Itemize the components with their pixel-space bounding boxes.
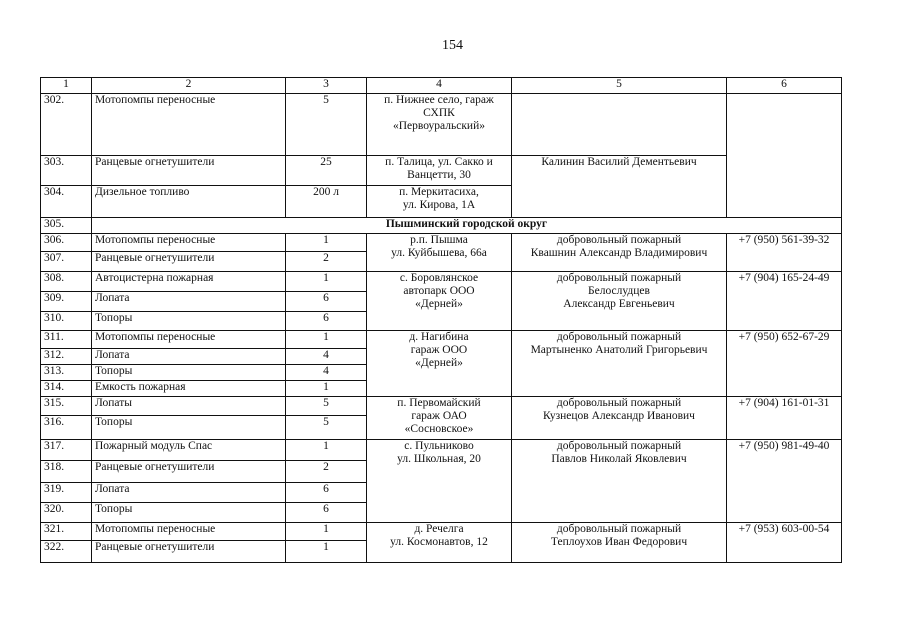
section-row [41,218,842,234]
column-number: 3 [286,78,367,94]
responsible-person: добровольный пожарный Мартыненко Анатолий Григорьевич [512,331,727,397]
item-name: Лопата [92,483,286,503]
row-number: 306. [41,234,92,252]
item-quantity: 1 [286,523,367,541]
item-name: Дизельное топливо [92,186,286,218]
item-quantity: 6 [286,312,367,331]
item-quantity: 1 [286,234,367,252]
row-number: 312. [41,349,92,365]
location-address: р.п. Пышма ул. Куйбышева, 66а [367,234,512,272]
row-number: 308. [41,272,92,292]
item-name: Лопата [92,349,286,365]
item-quantity: 6 [286,503,367,523]
row-number: 302. [41,94,92,156]
item-name: Топоры [92,416,286,440]
row-number: 322. [41,541,92,563]
responsible-person: добровольный пожарный Кузнецов Александр Иванович [512,397,727,440]
column-number: 1 [41,78,92,94]
item-name: Мотопомпы переносные [92,234,286,252]
responsible-person: Калинин Василий Дементьевич [512,156,727,218]
row-number: 310. [41,312,92,331]
item-quantity: 6 [286,483,367,503]
item-name: Ранцевые огнетушители [92,252,286,272]
item-name: Ранцевые огнетушители [92,461,286,483]
column-number: 2 [92,78,286,94]
row-number: 303. [41,156,92,186]
responsible-person: добровольный пожарный Теплоухов Иван Федорович [512,523,727,563]
table-row [41,156,842,186]
contact-phone [727,94,842,218]
location-address: с. Пульниково ул. Школьная, 20 [367,440,512,523]
item-name: Ранцевые огнетушители [92,156,286,186]
row-number: 305. [41,218,92,234]
item-quantity: 200 л [286,186,367,218]
item-name: Лопата [92,292,286,312]
item-quantity: 1 [286,381,367,397]
item-name: Топоры [92,312,286,331]
column-number: 4 [367,78,512,94]
item-name: Ранцевые огнетушители [92,541,286,563]
column-number: 5 [512,78,727,94]
item-quantity: 2 [286,461,367,483]
location-address: п. Талица, ул. Сакко и Ванцетти, 30 [367,156,512,186]
location-address: п. Нижнее село, гараж СХПК «Первоуральский» [367,94,512,156]
section-title: Пышминский городской округ [92,218,842,234]
table-row [41,440,842,461]
responsible-person: добровольный пожарный Квашнин Александр Владимирович [512,234,727,272]
item-quantity: 6 [286,292,367,312]
page-number: 154 [442,38,463,53]
item-quantity: 2 [286,252,367,272]
item-name: Лопаты [92,397,286,416]
item-name: Мотопомпы переносные [92,94,286,156]
item-name: Мотопомпы переносные [92,331,286,349]
item-quantity: 1 [286,331,367,349]
table-row [41,234,842,252]
item-name: Топоры [92,503,286,523]
item-name: Мотопомпы переносные [92,523,286,541]
equipment-table [40,77,842,563]
responsible-person [512,94,727,156]
contact-phone: +7 (950) 981-49-40 [727,440,842,523]
location-address: п. Меркитасиха, ул. Кирова, 1А [367,186,512,218]
item-name: Топоры [92,365,286,381]
contact-phone: +7 (950) 652-67-29 [727,331,842,397]
item-quantity: 1 [286,440,367,461]
row-number: 316. [41,416,92,440]
location-address: с. Боровлянское автопарк ООО «Дерней» [367,272,512,331]
row-number: 319. [41,483,92,503]
table-body [41,78,842,563]
responsible-person: добровольный пожарный Павлов Николай Яковлевич [512,440,727,523]
row-number: 313. [41,365,92,381]
column-number-row [41,78,842,94]
item-name: Емкость пожарная [92,381,286,397]
location-address: д. Нагибина гараж ООО «Дерней» [367,331,512,397]
table-row [41,94,842,156]
row-number: 320. [41,503,92,523]
item-quantity: 1 [286,272,367,292]
item-quantity: 5 [286,397,367,416]
row-number: 311. [41,331,92,349]
row-number: 307. [41,252,92,272]
item-quantity: 1 [286,541,367,563]
item-quantity: 25 [286,156,367,186]
item-quantity: 4 [286,365,367,381]
row-number: 318. [41,461,92,483]
column-number: 6 [727,78,842,94]
row-number: 317. [41,440,92,461]
item-name: Автоцистерна пожарная [92,272,286,292]
contact-phone: +7 (904) 165-24-49 [727,272,842,331]
table-row [41,272,842,292]
row-number: 314. [41,381,92,397]
responsible-person: добровольный пожарный Белослудцев Александр Евгеньевич [512,272,727,331]
table-row [41,331,842,349]
contact-phone: +7 (904) 161-01-31 [727,397,842,440]
table-row [41,523,842,541]
item-name: Пожарный модуль Спас [92,440,286,461]
row-number: 309. [41,292,92,312]
location-address: д. Речелга ул. Космонавтов, 12 [367,523,512,563]
location-address: п. Первомайский гараж ОАО «Сосновское» [367,397,512,440]
row-number: 321. [41,523,92,541]
row-number: 304. [41,186,92,218]
item-quantity: 5 [286,416,367,440]
contact-phone: +7 (953) 603-00-54 [727,523,842,563]
item-quantity: 5 [286,94,367,156]
table-row [41,397,842,416]
row-number: 315. [41,397,92,416]
item-quantity: 4 [286,349,367,365]
contact-phone: +7 (950) 561-39-32 [727,234,842,272]
